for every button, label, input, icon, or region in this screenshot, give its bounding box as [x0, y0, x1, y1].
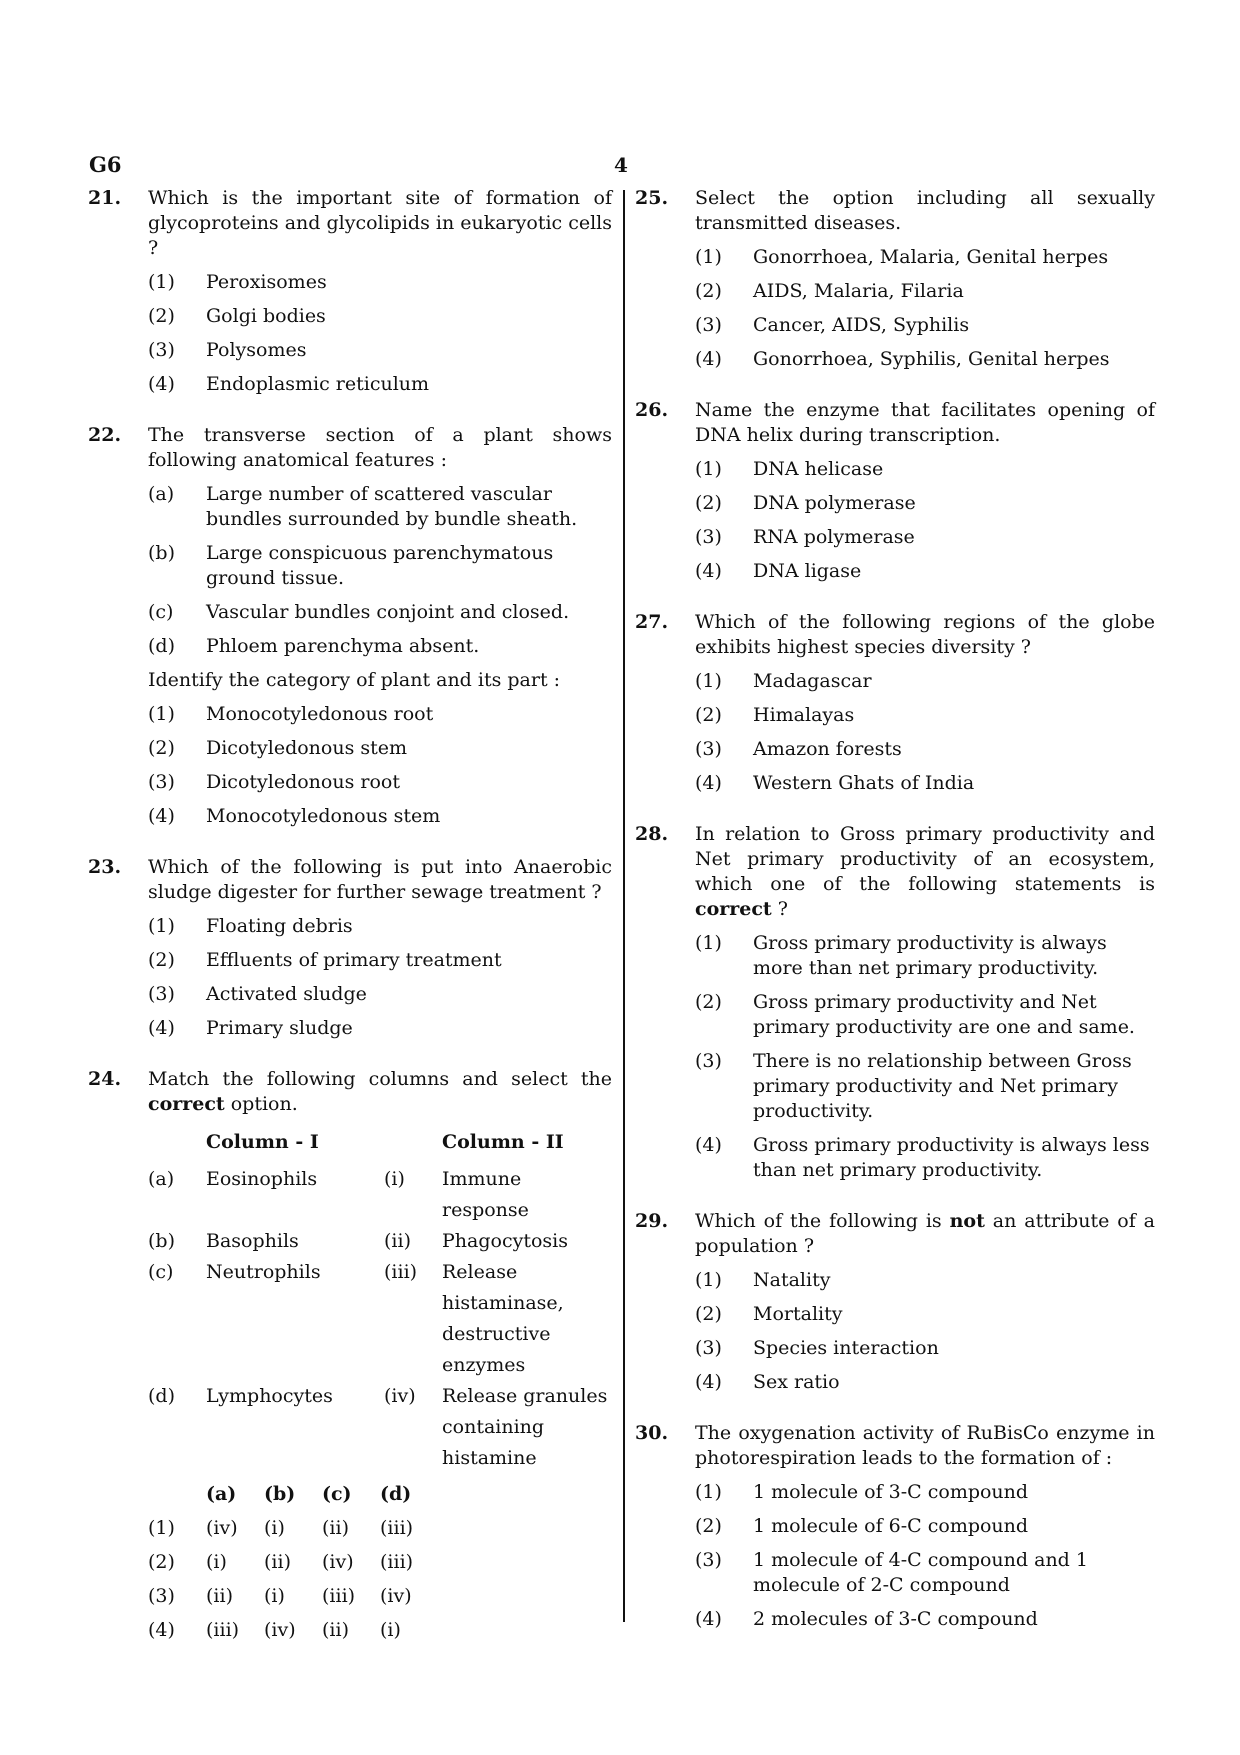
- match-row: [148, 1257, 612, 1381]
- row-match: Phagocytosis: [442, 1230, 568, 1252]
- option-text: Peroxisomes: [206, 271, 327, 293]
- feature-a: [148, 482, 612, 532]
- row-match: Immune response: [442, 1168, 529, 1221]
- option-2[interactable]: [695, 491, 1155, 516]
- option-1[interactable]: [695, 457, 1155, 482]
- question-27: [635, 610, 1155, 796]
- option-4[interactable]: [695, 1607, 1155, 1632]
- answer-cell: (i): [264, 1585, 285, 1607]
- option-text: Dicotyledonous root: [206, 771, 400, 793]
- option-4[interactable]: [695, 1370, 1155, 1395]
- option-label: (1): [695, 932, 722, 954]
- option-text: Monocotyledonous root: [206, 703, 434, 725]
- feature-label: (c): [148, 601, 174, 623]
- answer-header: (c): [322, 1483, 352, 1505]
- option-label: (3): [148, 771, 175, 793]
- option-label: (4): [148, 1017, 175, 1039]
- answer-cell: (iii): [322, 1585, 356, 1607]
- option-label: (2): [695, 280, 722, 302]
- question-number: 26.: [635, 399, 669, 421]
- row-match: Release granules containing histamine: [442, 1385, 608, 1469]
- left-column: [88, 186, 612, 1678]
- option-text: Madagascar: [753, 670, 872, 692]
- option-label: (1): [695, 1481, 722, 1503]
- option-text: Gonorrhoea, Syphilis, Genital herpes: [753, 348, 1110, 370]
- question-text: [695, 1209, 1155, 1259]
- feature-text: Large number of scattered vascular bundles surrounded by bundle sheath.: [206, 483, 578, 530]
- row-item: Basophils: [206, 1230, 299, 1252]
- option-1[interactable]: [148, 914, 612, 939]
- option-1[interactable]: [695, 245, 1155, 270]
- question-28: [635, 822, 1155, 1183]
- option-2[interactable]: [695, 279, 1155, 304]
- question-number: 28.: [635, 823, 669, 845]
- option-label: (2): [148, 737, 175, 759]
- answer-header: (b): [264, 1483, 296, 1505]
- option-text: DNA helicase: [753, 458, 884, 480]
- question-21: [88, 186, 612, 397]
- question-number: 25.: [635, 187, 669, 209]
- answer-option-4[interactable]: [148, 1618, 438, 1652]
- feature-label: (b): [148, 542, 175, 564]
- option-text: RNA polymerase: [753, 526, 915, 548]
- emphasis-word: correct: [148, 1093, 225, 1115]
- feature-label: (a): [148, 483, 175, 505]
- question-text: Name the enzyme that facilitates opening of DNA helix during transcription.: [695, 399, 1155, 446]
- column-divider: [623, 190, 625, 1622]
- feature-b: [148, 541, 612, 591]
- option-3[interactable]: [695, 525, 1155, 550]
- option-label: (3): [695, 1050, 722, 1072]
- option-text: Gonorrhoea, Malaria, Genital herpes: [753, 246, 1109, 268]
- option-label: (3): [148, 339, 175, 361]
- option-label: (1): [148, 271, 175, 293]
- question-number: 24.: [88, 1068, 122, 1090]
- option-4[interactable]: [148, 372, 612, 397]
- option-text: Dicotyledonous stem: [206, 737, 408, 759]
- answer-cell: (ii): [264, 1551, 291, 1573]
- answer-cell: (iv): [206, 1517, 238, 1539]
- answer-option-1[interactable]: [148, 1516, 438, 1550]
- option-text: Gross primary productivity is always more than net primary productivity.: [753, 932, 1107, 979]
- feature-label: (d): [148, 635, 175, 657]
- option-label: (3): [695, 526, 722, 548]
- option-label: (4): [148, 1619, 175, 1641]
- row-label: (c): [148, 1261, 174, 1283]
- answer-cell: (ii): [206, 1585, 233, 1607]
- option-label: (4): [695, 560, 722, 582]
- answer-cell: (ii): [322, 1619, 349, 1641]
- option-text: Sex ratio: [753, 1371, 840, 1393]
- question-22: [88, 423, 612, 829]
- option-label: (2): [695, 1303, 722, 1325]
- option-3[interactable]: [148, 338, 612, 363]
- row-num: (iii): [384, 1261, 418, 1283]
- option-3[interactable]: [695, 1336, 1155, 1361]
- option-text: Endoplasmic reticulum: [206, 373, 430, 395]
- option-label: (1): [148, 1517, 175, 1539]
- question-text: [148, 1067, 612, 1117]
- option-4[interactable]: [695, 1133, 1155, 1183]
- option-label: (3): [148, 1585, 175, 1607]
- option-2[interactable]: [695, 703, 1155, 728]
- option-4[interactable]: [695, 771, 1155, 796]
- option-text: Gross primary productivity and Net primary productivity are one and same.: [753, 991, 1135, 1038]
- answer-header: (d): [380, 1483, 412, 1505]
- option-text: Gross primary productivity is always less than net primary productivity.: [753, 1134, 1150, 1181]
- option-2[interactable]: [148, 736, 612, 761]
- option-label: (3): [695, 1337, 722, 1359]
- feature-text: Vascular bundles conjoint and closed.: [206, 601, 570, 623]
- option-text: Western Ghats of India: [753, 772, 975, 794]
- row-item: Lymphocytes: [206, 1385, 333, 1407]
- option-label: (4): [695, 772, 722, 794]
- option-label: (4): [695, 1608, 722, 1630]
- option-label: (2): [148, 1551, 175, 1573]
- option-label: (4): [148, 373, 175, 395]
- page-number: 4: [614, 153, 628, 177]
- option-1[interactable]: [695, 1480, 1155, 1505]
- right-column: [635, 186, 1155, 1658]
- option-2[interactable]: [148, 304, 612, 329]
- option-3[interactable]: [695, 313, 1155, 338]
- option-label: (2): [695, 704, 722, 726]
- question-text: The transverse section of a plant shows following anatomical features :: [148, 424, 612, 471]
- row-num: (ii): [384, 1230, 411, 1252]
- option-label: (4): [148, 805, 175, 827]
- option-label: (3): [148, 983, 175, 1005]
- option-label: (1): [695, 458, 722, 480]
- emphasis-word: not: [949, 1210, 985, 1232]
- match-row: [148, 1164, 612, 1226]
- option-2[interactable]: [695, 1302, 1155, 1327]
- answer-option-2[interactable]: [148, 1550, 438, 1584]
- option-1[interactable]: [695, 931, 1155, 981]
- feature-d: [148, 634, 612, 659]
- option-text: 1 molecule of 4-C compound and 1 molecule of 2-C compound: [753, 1549, 1088, 1596]
- answer-cell: (i): [380, 1619, 401, 1641]
- answer-table: [148, 1482, 438, 1652]
- option-2[interactable]: [148, 948, 612, 973]
- option-label: (3): [695, 1549, 722, 1571]
- option-3[interactable]: [148, 982, 612, 1007]
- question-number: 22.: [88, 424, 122, 446]
- row-num: (iv): [384, 1385, 416, 1407]
- answer-cell: (i): [264, 1517, 285, 1539]
- row-match: Release histaminase, destructive enzymes: [442, 1261, 564, 1376]
- feature-c: [148, 600, 612, 625]
- answer-cell: (iii): [380, 1551, 414, 1573]
- answer-cell: (iv): [380, 1585, 412, 1607]
- row-label: (b): [148, 1230, 175, 1252]
- question-text: Select the option including all sexually transmitted diseases.: [695, 187, 1155, 234]
- option-2[interactable]: [695, 990, 1155, 1040]
- question-text: Which of the following is put into Anaerobic sludge digester for further sewage treatment ?: [148, 856, 612, 903]
- feature-text: Phloem parenchyma absent.: [206, 635, 480, 657]
- row-item: Eosinophils: [206, 1168, 318, 1190]
- question-number: 23.: [88, 856, 122, 878]
- option-3[interactable]: [695, 737, 1155, 762]
- option-3[interactable]: [695, 1548, 1155, 1598]
- option-text: DNA polymerase: [753, 492, 916, 514]
- question-text-part: ?: [771, 898, 788, 920]
- option-text: Mortality: [753, 1303, 843, 1325]
- question-30: [635, 1421, 1155, 1632]
- question-text: Which of the following regions of the globe exhibits highest species diversity ?: [695, 611, 1155, 658]
- question-text-part: option.: [224, 1093, 298, 1115]
- option-label: (1): [148, 703, 175, 725]
- question-text-part: Which of the following is: [695, 1210, 950, 1232]
- question-26: [635, 398, 1155, 584]
- match-row: [148, 1381, 612, 1474]
- option-label: (3): [695, 314, 722, 336]
- option-label: (2): [695, 492, 722, 514]
- option-text: DNA ligase: [753, 560, 862, 582]
- option-text: Primary sludge: [206, 1017, 353, 1039]
- option-label: (3): [695, 738, 722, 760]
- option-text: Cancer, AIDS, Syphilis: [753, 314, 970, 336]
- option-1[interactable]: [695, 1268, 1155, 1293]
- option-text: 2 molecules of 3-C compound: [753, 1608, 1038, 1630]
- option-text: Golgi bodies: [206, 305, 326, 327]
- answer-cell: (iii): [380, 1517, 414, 1539]
- option-label: (4): [695, 348, 722, 370]
- emphasis-word: correct: [695, 898, 772, 920]
- question-text-part: In relation to Gross primary productivity and Net primary productivity of an ecosystem, which one of the following statements is: [695, 823, 1155, 895]
- option-label: (4): [695, 1134, 722, 1156]
- option-text: Activated sludge: [206, 983, 367, 1005]
- question-text-part: an attribute of a population ?: [695, 1210, 1156, 1257]
- question-number: 29.: [635, 1210, 669, 1232]
- match-table: [148, 1127, 612, 1474]
- answer-header: (a): [206, 1483, 237, 1505]
- column-2-title: Column - II: [442, 1131, 564, 1153]
- option-4[interactable]: [695, 559, 1155, 584]
- option-1[interactable]: [695, 669, 1155, 694]
- answer-cell: (iv): [264, 1619, 296, 1641]
- option-label: (1): [695, 670, 722, 692]
- option-text: Polysomes: [206, 339, 307, 361]
- option-label: (1): [695, 1269, 722, 1291]
- option-3[interactable]: [148, 770, 612, 795]
- option-text: Monocotyledonous stem: [206, 805, 441, 827]
- match-row: [148, 1226, 612, 1257]
- option-text: Natality: [753, 1269, 831, 1291]
- question-text: [695, 822, 1155, 922]
- option-1[interactable]: [148, 702, 612, 727]
- option-text: Species interaction: [753, 1337, 939, 1359]
- option-2[interactable]: [695, 1514, 1155, 1539]
- question-number: 21.: [88, 187, 122, 209]
- answer-cell: (ii): [322, 1517, 349, 1539]
- option-label: (2): [148, 305, 175, 327]
- option-3[interactable]: [695, 1049, 1155, 1124]
- row-label: (d): [148, 1385, 175, 1407]
- option-label: (2): [148, 949, 175, 971]
- option-text: Amazon forests: [753, 738, 902, 760]
- question-text: The oxygenation activity of RuBisCo enzyme in photorespiration leads to the formation of :: [695, 1422, 1155, 1469]
- answer-option-3[interactable]: [148, 1584, 438, 1618]
- question-number: 30.: [635, 1422, 669, 1444]
- question-text: Which is the important site of formation of glycoproteins and glycolipids in eukaryotic cells ?: [148, 187, 612, 259]
- option-4[interactable]: [695, 347, 1155, 372]
- option-text: AIDS, Malaria, Filaria: [753, 280, 964, 302]
- option-text: 1 molecule of 3-C compound: [753, 1481, 1029, 1503]
- question-29: [635, 1209, 1155, 1395]
- column-1-title: Column - I: [206, 1131, 319, 1153]
- option-text: 1 molecule of 6-C compound: [753, 1515, 1029, 1537]
- option-1[interactable]: [148, 270, 612, 295]
- paper-code: G6: [89, 152, 122, 177]
- option-4[interactable]: [148, 804, 612, 829]
- answer-cell: (iii): [206, 1619, 240, 1641]
- question-text-part: Match the following columns and select the: [148, 1068, 612, 1090]
- option-4[interactable]: [148, 1016, 612, 1041]
- option-text: Effluents of primary treatment: [206, 949, 502, 971]
- question-25: [635, 186, 1155, 372]
- answer-cell: (i): [206, 1551, 227, 1573]
- answer-cell: (iv): [322, 1551, 354, 1573]
- option-text: Himalayas: [753, 704, 855, 726]
- option-label: (2): [695, 991, 722, 1013]
- option-label: (2): [695, 1515, 722, 1537]
- question-number: 27.: [635, 611, 669, 633]
- row-num: (i): [384, 1168, 405, 1190]
- feature-text: Large conspicuous parenchymatous ground tissue.: [206, 542, 554, 589]
- option-text: Floating debris: [206, 915, 353, 937]
- row-item: Neutrophils: [206, 1261, 321, 1283]
- row-label: (a): [148, 1168, 175, 1190]
- option-label: (1): [148, 915, 175, 937]
- option-label: (4): [695, 1371, 722, 1393]
- question-24: [88, 1067, 612, 1652]
- option-label: (1): [695, 246, 722, 268]
- question-prompt: Identify the category of plant and its part :: [148, 669, 561, 691]
- option-text: There is no relationship between Gross primary productivity and Net primary productivity.: [753, 1050, 1132, 1122]
- question-23: [88, 855, 612, 1041]
